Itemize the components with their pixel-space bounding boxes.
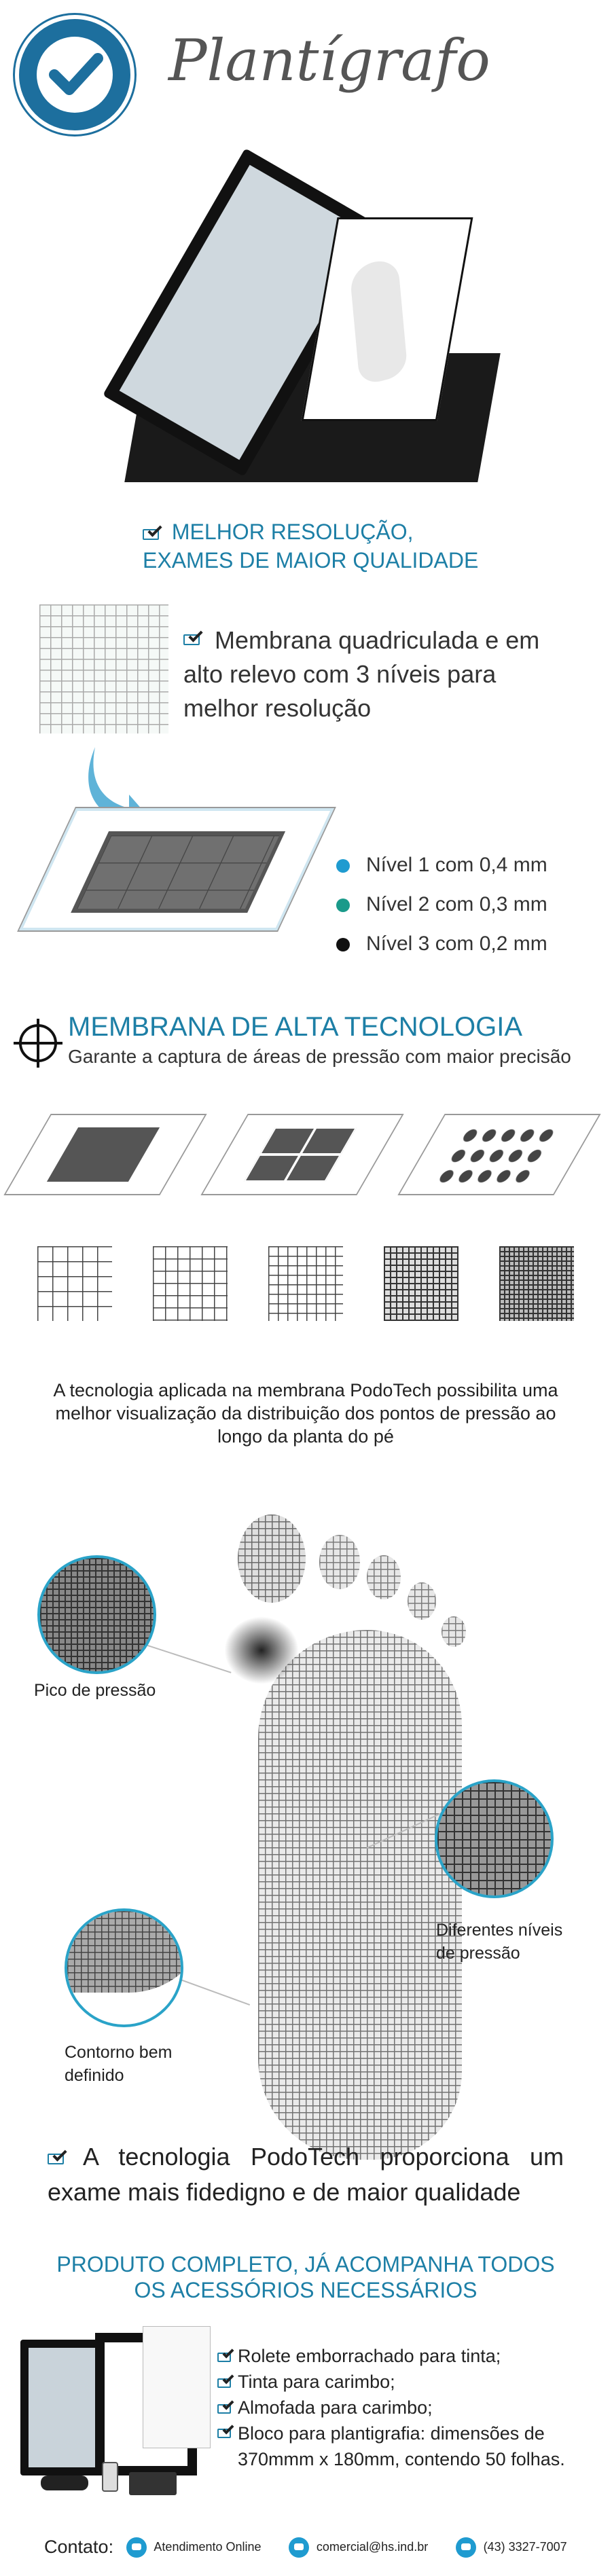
kit-items-list [217, 2343, 598, 2472]
level-item-1: Nível 1 com 0,4 mm [336, 846, 547, 885]
check-icon [217, 2426, 238, 2441]
podotech-statement: A tecnologia PodoTech proporciona um exame mais fidedigno e de maior qualidade [48, 2143, 564, 2206]
bullet-icon [336, 899, 350, 912]
check-icon [48, 2151, 71, 2166]
resolution-headline: MELHOR RESOLUÇÃO, EXAMES DE MAIOR QUALIDADE [143, 520, 479, 573]
page-title: Plantígrafo [168, 27, 490, 94]
crosshair-icon [14, 1019, 62, 1071]
membrane-panel-level-1 [3, 1114, 206, 1195]
plantigraph-photo [115, 129, 496, 509]
chat-icon [126, 2537, 147, 2558]
check-icon [217, 2401, 238, 2416]
levels-list [336, 846, 547, 964]
contact-label: Contato: [44, 2537, 114, 2557]
check-icon [217, 2350, 238, 2365]
roller-icon [41, 2475, 88, 2490]
tech-description: A tecnologia aplicada na membrana PodoTech possibilita uma melhor visualização da distribuição dos pontos de pressão ao longo da planta do pé [53, 1380, 558, 1447]
level-item-2: Nível 2 com 0,3 mm [336, 885, 547, 924]
mesh-swatch-5 [499, 1246, 574, 1321]
mesh-swatch-4 [384, 1246, 458, 1321]
email-icon [289, 2537, 309, 2558]
contact-bar [44, 2537, 601, 2558]
levels-label: Diferentes níveis de pressão [436, 1921, 563, 1963]
membrane-panel-level-3 [397, 1114, 600, 1195]
level-item-3: Nível 3 com 0,2 mm [336, 924, 547, 964]
zoom-peak-pressure [37, 1555, 156, 1674]
tech-title: MEMBRANA DE ALTA TECNOLOGIA [68, 1012, 523, 1042]
chat-link[interactable]: Atendimento Online [126, 2537, 266, 2556]
zoom-pressure-levels [435, 1779, 554, 1898]
check-icon [217, 2376, 238, 2391]
kit-photo [14, 2326, 211, 2503]
ink-bottle-icon [102, 2462, 118, 2492]
bullet-icon [336, 859, 350, 873]
stamp-pad-icon [129, 2472, 177, 2495]
list-item: Tinta para carimbo; [217, 2369, 598, 2395]
zoom-contour [65, 1908, 183, 2027]
list-item: Bloco para plantigrafia: dimensões de 370mmm x 180mm, contendo 50 folhas. [217, 2420, 598, 2472]
membrane-closeup-image [39, 604, 168, 733]
check-icon [183, 632, 206, 647]
email-link[interactable]: comercial@hs.ind.br [289, 2537, 433, 2556]
membrane-panel-level-2 [200, 1114, 403, 1195]
list-item: Rolete emborrachado para tinta; [217, 2343, 598, 2369]
contour-label: Contorno bem definido [65, 2043, 173, 2085]
bullet-icon [336, 938, 350, 951]
peak-label: Pico de pressão [34, 1681, 156, 1700]
mesh-swatch-2 [153, 1246, 228, 1321]
mesh-swatch-1 [37, 1246, 112, 1321]
phone-icon [456, 2537, 476, 2558]
mesh-swatch-3 [268, 1246, 343, 1321]
check-icon [143, 526, 166, 541]
phone-link[interactable]: (43) 3327-7007 [456, 2537, 567, 2556]
footprint-icon [349, 256, 408, 386]
membrane-feature: Membrana quadriculada e em alto relevo com 3 níveis para melhor resolução [183, 626, 540, 722]
membrane-diagram [19, 808, 334, 930]
list-item: Almofada para carimbo; [217, 2395, 598, 2420]
iso-seal [15, 15, 134, 134]
tech-subtitle: Garante a captura de áreas de pressão com maior precisão [68, 1046, 571, 1067]
complete-product-headline: PRODUTO COMPLETO, JÁ ACOMPANHA TODOS OS ACESSÓRIOS NECESSÁRIOS [56, 2252, 555, 2302]
